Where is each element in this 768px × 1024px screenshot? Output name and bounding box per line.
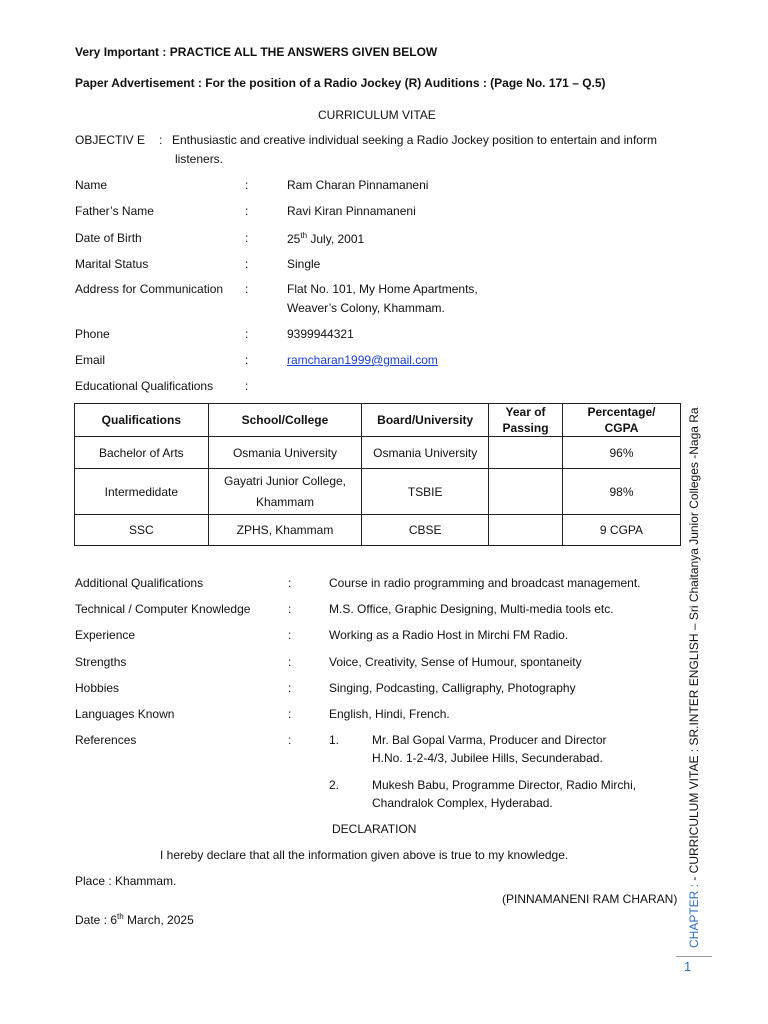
address-line-1: Flat No. 101, My Home Apartments,: [287, 282, 478, 296]
cell: ZPHS, Khammam: [208, 515, 362, 546]
strengths-colon: :: [288, 655, 292, 669]
edu-label: Educational Qualifications: [75, 379, 214, 393]
cell: [489, 469, 563, 515]
experience-colon: :: [288, 628, 292, 642]
dob-sup: th: [300, 231, 308, 240]
references-label: References: [75, 733, 137, 747]
table-row: [75, 469, 681, 515]
marital-colon: :: [245, 257, 249, 271]
header-line-2: Paper Advertisement : For the position of a Radio Jockey (R) Auditions : (Page No. 171 – Q.5): [75, 76, 606, 90]
technical-value: M.S. Office, Graphic Designing, Multi-media tools etc.: [329, 602, 614, 616]
father-colon: :: [245, 204, 249, 218]
objective-label: OBJECTIV E: [75, 133, 146, 147]
page-number: 1: [684, 959, 692, 974]
email-colon: :: [245, 353, 249, 367]
additional-label: Additional Qualifications: [75, 576, 204, 590]
dob-colon: :: [245, 231, 249, 245]
cell: TSBIE: [362, 469, 489, 515]
cell: [489, 437, 563, 469]
address-label: Address for Communication: [75, 282, 224, 296]
reference-2-line-2: Chandralok Complex, Hyderabad.: [372, 796, 553, 810]
cell: Gayatri Junior College, Khammam: [208, 469, 362, 515]
marital-label: Marital Status: [75, 257, 149, 271]
cell: SSC: [75, 515, 209, 546]
phone-value: 9399944321: [287, 327, 354, 341]
sidebar-chapter: CHAPTER :: [687, 883, 701, 948]
languages-label: Languages Known: [75, 707, 175, 721]
name-colon: :: [245, 178, 249, 192]
date: [75, 912, 194, 927]
marital-value: Single: [287, 257, 321, 271]
dob-value: [287, 231, 364, 246]
header-line-1: Very Important : PRACTICE ALL THE ANSWERS GIVEN BELOW: [75, 45, 438, 59]
cell: CBSE: [362, 515, 489, 546]
email-label: Email: [75, 353, 106, 367]
objective-line-1: Enthusiastic and creative individual seeking a Radio Jockey position to entertain and inform: [172, 133, 657, 147]
additional-value: Course in radio programming and broadcast management.: [329, 576, 641, 590]
reference-1-line-2: H.No. 1-2-4/3, Jubilee Hills, Secunderabad.: [372, 751, 603, 765]
address-colon: :: [245, 282, 249, 296]
table-row: [75, 437, 681, 469]
hobbies-value: Singing, Podcasting, Calligraphy, Photography: [329, 681, 576, 695]
reference-2-line-1: Mukesh Babu, Programme Director, Radio Mirchi,: [372, 778, 637, 792]
cell: Osmania University: [362, 437, 489, 469]
signature: (PINNAMANENI RAM CHARAN): [502, 892, 678, 906]
date-prefix: Date : 6: [75, 913, 118, 927]
date-sup: th: [117, 912, 124, 921]
header-qualifications: Qualifications: [75, 404, 209, 437]
place: Place : Khammam.: [75, 874, 177, 888]
technical-label: Technical / Computer Knowledge: [75, 602, 251, 616]
experience-value: Working as a Radio Host in Mirchi FM Radio.: [329, 628, 569, 642]
objective-colon: :: [159, 133, 163, 147]
references-colon: :: [288, 733, 292, 747]
email-link[interactable]: ramcharan1999@gmail.com: [287, 353, 438, 367]
cell: [489, 515, 563, 546]
cell: Bachelor of Arts: [75, 437, 209, 469]
strengths-value: Voice, Creativity, Sense of Humour, spontaneity: [329, 655, 582, 669]
table-row: [75, 515, 681, 546]
header-year: Year of Passing: [489, 404, 563, 437]
name-label: Name: [75, 178, 108, 192]
declaration-title: DECLARATION: [332, 822, 417, 836]
dob-label: Date of Birth: [75, 231, 142, 245]
technical-colon: :: [288, 602, 292, 616]
hobbies-label: Hobbies: [75, 681, 120, 695]
header-board: Board/University: [362, 404, 489, 437]
reference-1-number: 1.: [329, 733, 340, 747]
name-value: Ram Charan Pinnamaneni: [287, 178, 429, 192]
dob-day: 25: [287, 232, 301, 246]
page-number-divider: [676, 956, 712, 957]
reference-1-line-1: Mr. Bal Gopal Varma, Producer and Director: [372, 733, 607, 747]
cell: 9 CGPA: [562, 515, 680, 546]
phone-colon: :: [245, 327, 249, 341]
experience-label: Experience: [75, 628, 136, 642]
languages-value: English, Hindi, French.: [329, 707, 450, 721]
additional-colon: :: [288, 576, 292, 590]
declaration-text: I hereby declare that all the information given above is true to my knowledge.: [160, 848, 569, 862]
cv-title: CURRICULUM VITAE: [318, 108, 436, 122]
cell: 98%: [562, 469, 680, 515]
strengths-label: Strengths: [75, 655, 127, 669]
father-value: Ravi Kiran Pinnamaneni: [287, 204, 416, 218]
cell: Osmania University: [208, 437, 362, 469]
header-percentage: Percentage/ CGPA: [562, 404, 680, 437]
sidebar-text: - CURRICULUM VITAE : SR.INTER ENGLISH – Sri Chaitanya Junior Colleges -Naga Ra: [687, 407, 701, 884]
phone-label: Phone: [75, 327, 110, 341]
address-line-2: Weaver’s Colony, Khammam.: [287, 301, 445, 315]
date-rest: March, 2025: [123, 913, 194, 927]
reference-2-number: 2.: [329, 778, 340, 792]
dob-rest: July, 2001: [307, 232, 365, 246]
languages-colon: :: [288, 707, 292, 721]
hobbies-colon: :: [288, 681, 292, 695]
cell: 96%: [562, 437, 680, 469]
education-table: [74, 403, 681, 546]
edu-colon: :: [245, 379, 249, 393]
table-header-row: [75, 404, 681, 437]
cell: Intermedidate: [75, 469, 209, 515]
header-school: School/College: [208, 404, 362, 437]
father-label: Father’s Name: [75, 204, 154, 218]
objective-line-2: listeners.: [175, 152, 224, 166]
sidebar-footer: [687, 407, 701, 948]
